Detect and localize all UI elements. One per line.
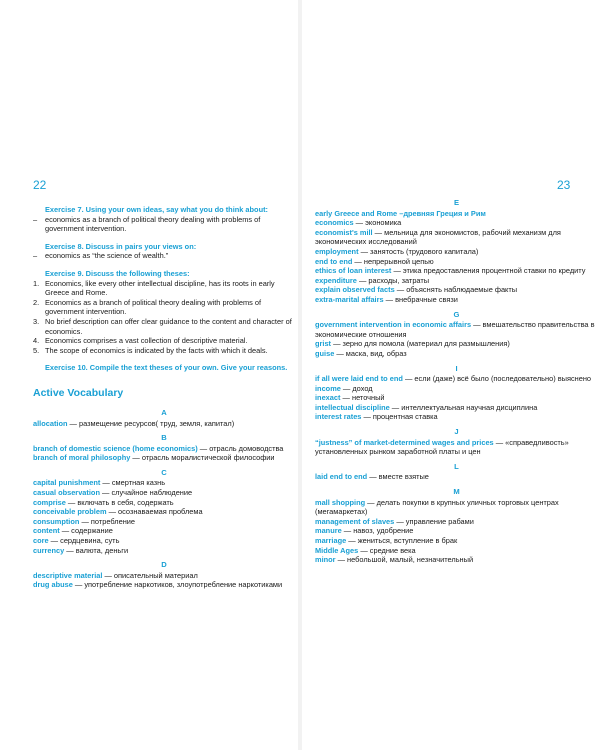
- vocab-entry: [33, 478, 295, 488]
- vocab-term: conceivable problem: [33, 507, 107, 517]
- section-title: Active Vocabulary: [33, 386, 124, 399]
- vocab-definition: — размещение ресурсов( труд, земля, капитал): [67, 418, 235, 428]
- vocab-entry: [315, 257, 598, 267]
- vocab-entry: [315, 472, 598, 482]
- vocab-entry: [33, 419, 295, 429]
- letter-heading: A: [161, 407, 167, 417]
- vocab-term: extra-marital affairs: [315, 294, 384, 304]
- vocab-entry: [315, 276, 598, 286]
- vocab-definition: — занятость (трудового капитала): [358, 246, 479, 256]
- item-text: Economics as a branch of political theory dealing with problems of government intervention.: [45, 297, 262, 317]
- letter-heading: J: [454, 427, 459, 437]
- vocab-term: content: [33, 526, 60, 536]
- vocab-entry: [33, 517, 295, 527]
- vocab-definition: — навоз, удобрение: [341, 526, 414, 536]
- vocab-term: intellectual discipline: [315, 402, 390, 412]
- exercise-title: Exercise 10. Compile the text theses of your own. Give your reasons.: [45, 363, 288, 373]
- page-number: 23: [557, 178, 571, 192]
- vocab-entry: [315, 247, 598, 257]
- vocab-entry: [33, 507, 295, 517]
- vocab-term: drug abuse: [33, 580, 73, 590]
- vocab-term: consumption: [33, 516, 80, 526]
- vocab-definition: — неточный: [340, 393, 385, 403]
- letter-heading: I: [455, 363, 458, 373]
- vocab-term: casual observation: [33, 488, 100, 498]
- vocab-definition: — осознаваемая проблема: [106, 507, 203, 517]
- exercise-title: Exercise 7. Using your own ideas, say what you do think about:: [45, 205, 269, 214]
- vocab-definition: — жениться, вступление в брак: [346, 536, 458, 545]
- vocab-entry: [315, 546, 598, 556]
- vocab-entry: [315, 555, 598, 565]
- vocab-entry: [315, 228, 598, 247]
- vocab-definition: — описательный материал: [102, 570, 198, 580]
- vocab-definition: — объяснять наблюдаемые факты: [394, 285, 518, 295]
- vocab-term: marriage: [315, 536, 347, 545]
- vocab-definition: — процентная ставка: [361, 412, 438, 422]
- vocab-entry: [315, 374, 598, 384]
- item-marker: 2.: [33, 297, 40, 307]
- vocab-term: explain observed facts: [315, 285, 395, 295]
- vocab-definition: — вмешательство правительства в экономические отношения: [315, 320, 595, 339]
- vocab-definition: — небольшой, малый, незначительный: [335, 555, 474, 565]
- vocab-definition: — управление рабами: [394, 516, 474, 526]
- vocab-definition: — смертная казнь: [100, 478, 166, 488]
- exercise-item: [33, 279, 295, 298]
- vocab-entry: [33, 571, 295, 581]
- item-text: No brief description can offer clear guidance to the content and character of economics.: [45, 316, 292, 336]
- vocab-definition: — внебрачные связи: [383, 294, 458, 304]
- vocabulary-list: [33, 408, 295, 590]
- exercise-item: [33, 215, 295, 234]
- vocab-term: employment: [315, 246, 359, 256]
- item-marker: –: [33, 251, 38, 261]
- vocabulary-list: [315, 198, 598, 565]
- vocab-entry: [315, 517, 598, 527]
- vocab-term: manure: [315, 526, 342, 536]
- vocab-definition: — маска, вид, образ: [334, 348, 407, 358]
- letter-heading: B: [161, 433, 167, 443]
- item-marker: 1.: [33, 278, 40, 288]
- exercise-item: [33, 336, 295, 346]
- vocab-entry: [315, 412, 598, 422]
- vocab-entry: [315, 498, 598, 517]
- vocab-entry: [33, 580, 295, 590]
- vocab-entry: [315, 403, 598, 413]
- item-text: Economics comprises a vast collection of descriptive material.: [45, 336, 248, 346]
- vocab-definition: — если (даже) всё было (последовательно) выяснено: [402, 374, 592, 384]
- vocab-entry: [315, 209, 598, 219]
- left-content: [33, 205, 295, 590]
- exercises: [33, 205, 295, 373]
- vocab-entry: [315, 438, 598, 457]
- item-marker: –: [33, 214, 38, 224]
- item-marker: 3.: [33, 316, 40, 326]
- vocab-term: end to end: [315, 256, 353, 266]
- vocab-definition: — валюта, деньги: [64, 545, 129, 555]
- vocab-definition: — случайное наблюдение: [99, 488, 193, 498]
- vocab-entry: [33, 444, 295, 454]
- letter-heading: C: [161, 467, 167, 477]
- vocab-term: allocation: [33, 418, 68, 428]
- vocab-term: core: [33, 536, 49, 546]
- vocab-definition: — употребление наркотиков, злоупотребление наркотиками: [72, 580, 283, 590]
- exercise-item: [33, 251, 295, 261]
- vocab-definition: — расходы, затраты: [356, 275, 430, 285]
- right-page: [302, 0, 600, 750]
- vocab-term: branch of domestic science (home economics): [33, 443, 198, 453]
- vocab-term: government intervention in economic affairs: [315, 320, 472, 330]
- vocab-term: interest rates: [315, 412, 362, 422]
- vocab-term: guise: [315, 348, 335, 358]
- letter-heading: E: [453, 198, 460, 207]
- item-marker: 5.: [33, 345, 40, 355]
- vocab-definition: — средние века: [358, 545, 416, 555]
- vocab-term: ethics of loan interest: [315, 266, 392, 276]
- vocab-entry: [315, 536, 598, 546]
- vocab-entry: [315, 266, 598, 276]
- letter-heading: D: [161, 560, 167, 570]
- item-text: Economics, like every other intellectual discipline, has its roots in early Greece and Rome.: [45, 278, 275, 298]
- vocab-entry: [33, 498, 295, 508]
- vocab-term: mall shopping: [315, 497, 366, 507]
- vocab-term: minor: [315, 555, 336, 565]
- vocab-term: early Greece and Rome –древняя Греция и Рим: [315, 208, 486, 218]
- vocab-entry: [33, 546, 295, 556]
- item-text: economics as a branch of political theory dealing with problems of government intervention.: [45, 214, 261, 234]
- vocab-definition: — мельница для экономистов, рабочий механизм для экономических исследований: [315, 227, 561, 247]
- left-page: [0, 0, 298, 750]
- vocab-definition: — зерно для помола (материал для размышления): [331, 339, 510, 349]
- vocab-entry: [315, 349, 598, 359]
- vocab-term: comprise: [33, 497, 66, 507]
- vocab-term: Middle Ages: [315, 545, 359, 555]
- vocab-definition: — вместе взятые: [367, 472, 429, 482]
- vocab-definition: — «справедливость» установленных рынком заработной платы и цен: [315, 437, 569, 457]
- vocab-term: branch of moral philosophy: [33, 453, 131, 463]
- vocab-definition: — экономика: [353, 218, 402, 228]
- vocab-term: descriptive material: [33, 570, 103, 580]
- vocab-definition: — делать покупки в крупных уличных торговых центрах (мегамаркетах): [315, 497, 559, 517]
- vocab-term: capital punishment: [33, 478, 101, 488]
- vocab-definition: — отрасль домоводства: [197, 443, 284, 453]
- vocab-term: “justness” of market-determined wages and prices: [315, 437, 494, 447]
- exercise-title: Exercise 9. Discuss the following theses:: [45, 268, 190, 278]
- vocab-definition: — интеллектуальная научная дисциплина: [389, 402, 538, 412]
- exercise-item: [33, 346, 295, 356]
- vocab-term: economics: [315, 218, 354, 228]
- vocab-entry: [33, 488, 295, 498]
- exercise-title: Exercise 8. Discuss in pairs your views on:: [45, 241, 197, 251]
- item-text: economics as “the science of wealth.”: [45, 251, 169, 261]
- vocab-definition: — непрерывной цепью: [352, 256, 434, 266]
- vocab-definition: — содержание: [59, 526, 113, 536]
- page-number: 22: [33, 178, 47, 192]
- vocab-entry: [315, 295, 598, 305]
- vocab-definition: — доход: [340, 383, 373, 393]
- vocab-definition: — отрасль моралистической философии: [130, 453, 275, 463]
- vocab-term: grist: [315, 339, 332, 349]
- exercise-item: [33, 317, 295, 336]
- vocab-term: if all were laid end to end: [315, 374, 403, 384]
- letter-heading: L: [454, 461, 459, 471]
- vocab-entry: [33, 453, 295, 463]
- letter-heading: M: [453, 487, 460, 497]
- vocab-term: inexact: [315, 393, 341, 403]
- vocab-entry: [33, 536, 295, 546]
- vocab-entry: [315, 339, 598, 349]
- vocab-entry: [33, 526, 295, 536]
- vocab-term: expenditure: [315, 275, 357, 285]
- vocab-entry: [315, 384, 598, 394]
- vocab-definition: — потребление: [79, 516, 136, 526]
- vocab-definition: — этика предоставления процентной ставки по кредиту: [391, 266, 586, 276]
- vocab-entry: [315, 218, 598, 228]
- vocab-term: management of slaves: [315, 516, 395, 526]
- vocab-entry: [315, 526, 598, 536]
- item-marker: 4.: [33, 336, 40, 346]
- vocab-entry: [315, 320, 598, 339]
- item-text: The scope of economics is indicated by the facts with which it deals.: [45, 345, 268, 355]
- vocab-definition: — включать в себя, содержать: [65, 497, 174, 507]
- letter-heading: G: [453, 309, 460, 319]
- vocab-entry: [315, 285, 598, 295]
- vocab-term: laid end to end: [315, 472, 368, 482]
- right-content: [315, 198, 598, 565]
- vocab-term: currency: [33, 545, 65, 555]
- vocab-definition: — сердцевина, суть: [48, 536, 120, 546]
- vocab-term: income: [315, 383, 341, 393]
- vocab-entry: [315, 393, 598, 403]
- vocab-term: economist's mill: [315, 227, 373, 237]
- exercise-item: [33, 298, 295, 317]
